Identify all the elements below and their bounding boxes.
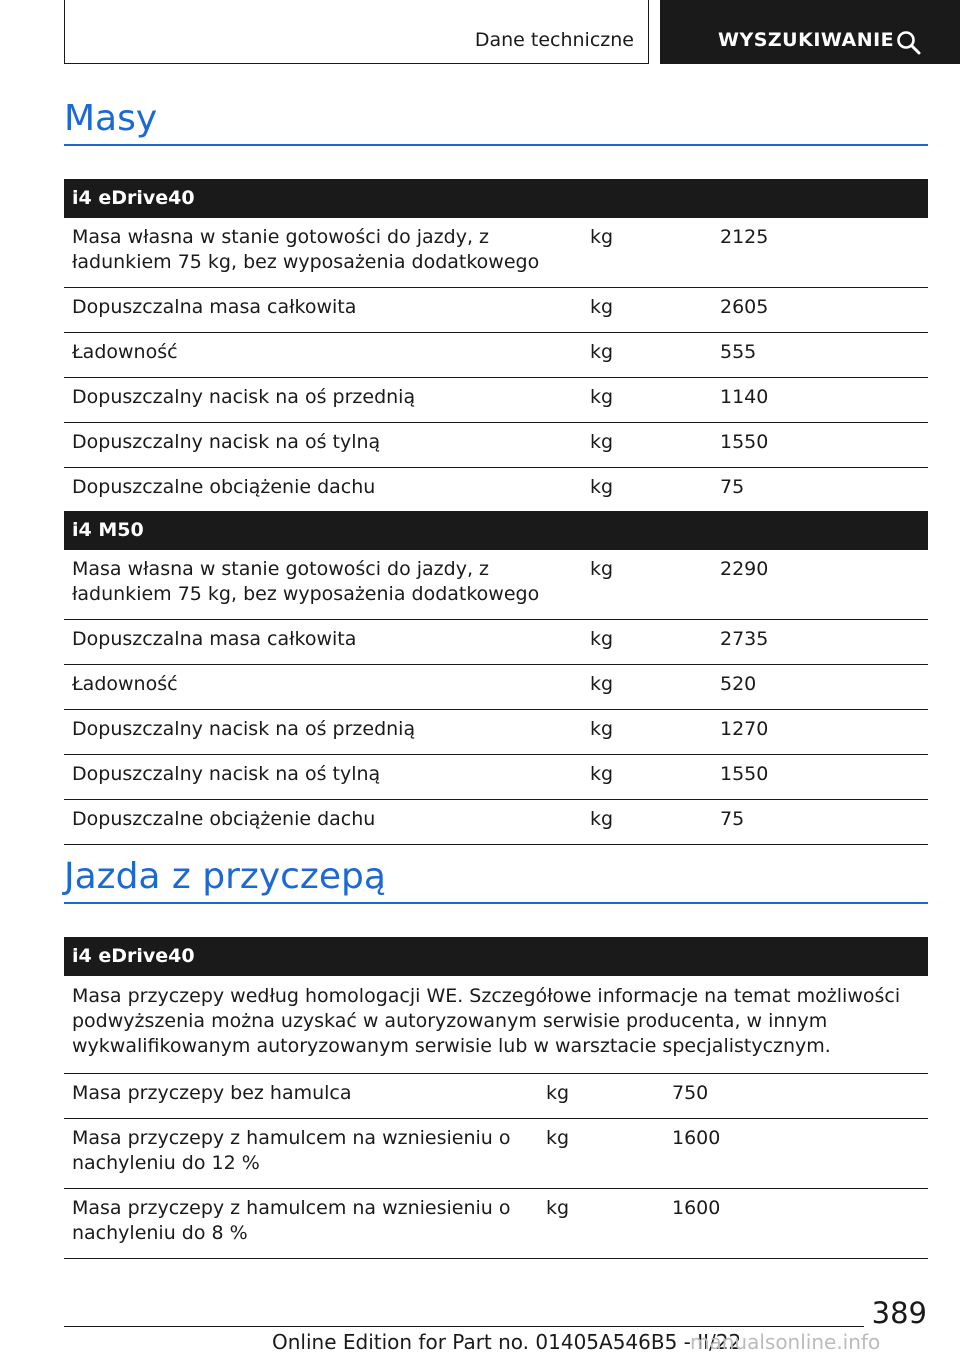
table-row	[64, 620, 928, 665]
row-description: Masa przyczepy z hamulcem na wzniesieniu o nachyleniu do 8 %	[64, 1189, 538, 1259]
row-unit: kg	[582, 288, 712, 333]
row-value: 2735	[712, 620, 928, 665]
row-unit: kg	[582, 800, 712, 845]
row-description: Ładowność	[64, 333, 582, 378]
row-description: Masa przyczepy z hamulcem na wzniesieniu o nachyleniu do 12 %	[64, 1119, 538, 1189]
footer-divider	[64, 1326, 864, 1327]
row-description: Masa własna w stanie gotowości do jazdy, z ładunkiem 75 kg, bez wyposażenia dodatkowego	[64, 550, 582, 620]
row-description: Ładowność	[64, 665, 582, 710]
row-unit: kg	[582, 468, 712, 513]
row-value: 1550	[712, 755, 928, 800]
row-value: 2290	[712, 550, 928, 620]
row-unit: kg	[582, 620, 712, 665]
table-row	[64, 468, 928, 513]
row-description: Dopuszczalny nacisk na oś przednią	[64, 710, 582, 755]
row-unit: kg	[538, 1119, 664, 1189]
section-title-jazda: Jazda z przyczepą	[64, 856, 386, 897]
row-value: 1600	[664, 1119, 928, 1189]
table-row	[64, 1119, 928, 1189]
row-unit: kg	[582, 710, 712, 755]
table-row	[64, 665, 928, 710]
table-row	[64, 800, 928, 845]
row-value: 2125	[712, 218, 928, 288]
row-description: Dopuszczalne obciążenie dachu	[64, 468, 582, 513]
edition-text: Online Edition for Part no. 01405A546B5 - II/22	[272, 1330, 742, 1354]
row-value: 75	[712, 468, 928, 513]
table-note: Masa przyczepy według homologacji WE. Szczegółowe informacje na temat możliwości podwyższenia można uzyskać w autoryzowanym serwisie producenta, w innym wykwalifikowanym autoryzowanym serwisie lub w warsztacie specjalistycznym.	[64, 976, 928, 1074]
page-number: 389	[871, 1296, 927, 1330]
row-description: Dopuszczalny nacisk na oś przednią	[64, 378, 582, 423]
row-value: 2605	[712, 288, 928, 333]
row-description: Dopuszczalny nacisk na oś tylną	[64, 423, 582, 468]
table-row	[64, 1074, 928, 1119]
row-unit: kg	[582, 423, 712, 468]
row-unit: kg	[582, 665, 712, 710]
table-row	[64, 423, 928, 468]
row-value: 750	[664, 1074, 928, 1119]
row-value: 1270	[712, 710, 928, 755]
row-description: Dopuszczalna masa całkowita	[64, 620, 582, 665]
row-unit: kg	[582, 378, 712, 423]
table-row	[64, 378, 928, 423]
section-divider	[64, 144, 928, 146]
row-value: 75	[712, 800, 928, 845]
table-row	[64, 710, 928, 755]
table-header: i4 eDrive40	[64, 179, 928, 218]
row-description: Dopuszczalna masa całkowita	[64, 288, 582, 333]
breadcrumb-label: Dane techniczne	[474, 29, 634, 51]
search-button[interactable]	[660, 0, 960, 64]
row-unit: kg	[538, 1074, 664, 1119]
row-description: Masa własna w stanie gotowości do jazdy, z ładunkiem 75 kg, bez wyposażenia dodatkowego	[64, 218, 582, 288]
row-description: Masa przyczepy bez hamulca	[64, 1074, 538, 1119]
row-unit: kg	[582, 333, 712, 378]
mass-table-edrive40	[64, 179, 928, 513]
table-row	[64, 218, 928, 288]
table-header: i4 M50	[64, 511, 928, 550]
top-bar	[0, 0, 960, 66]
table-row	[64, 333, 928, 378]
row-unit: kg	[582, 755, 712, 800]
row-unit: kg	[538, 1189, 664, 1259]
row-value: 1550	[712, 423, 928, 468]
table-row	[64, 288, 928, 333]
row-value: 555	[712, 333, 928, 378]
row-unit: kg	[582, 218, 712, 288]
row-description: Dopuszczalne obciążenie dachu	[64, 800, 582, 845]
section-divider	[64, 902, 928, 904]
table-row	[64, 1189, 928, 1259]
breadcrumb[interactable]	[64, 0, 649, 64]
table-row	[64, 755, 928, 800]
table-row	[64, 550, 928, 620]
row-description: Dopuszczalny nacisk na oś tylną	[64, 755, 582, 800]
row-value: 520	[712, 665, 928, 710]
row-unit: kg	[582, 550, 712, 620]
row-value: 1600	[664, 1189, 928, 1259]
trailer-table-edrive40	[64, 937, 928, 1259]
mass-table-m50	[64, 511, 928, 845]
search-label: WYSZUKIWANIE	[718, 29, 895, 51]
table-header: i4 eDrive40	[64, 937, 928, 976]
table-note-row	[64, 976, 928, 1074]
search-icon	[896, 30, 922, 56]
row-value: 1140	[712, 378, 928, 423]
section-title-masy: Masy	[64, 98, 158, 139]
watermark: manualsonline.info	[690, 1330, 881, 1354]
